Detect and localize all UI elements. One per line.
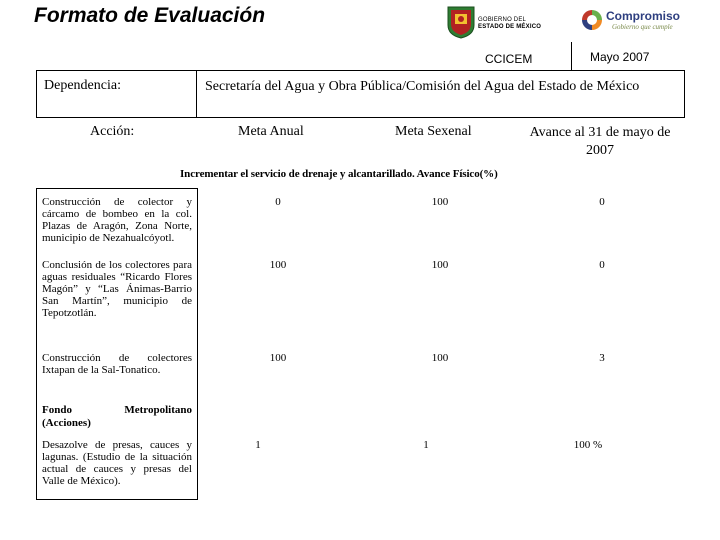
column-avance: Avance al 31 de mayo de 2007	[529, 125, 671, 158]
gobierno-label	[478, 17, 541, 31]
avance-value-3: 3	[599, 352, 605, 364]
meta-sexenal-value-2: 100	[431, 259, 449, 271]
action-description-2: Conclusión de los colectores para aguas residuales “Ricardo Flores Magón” y “Las Ánimas-Barrio San Martín”, municipio de Tepotzotlán.	[42, 259, 192, 319]
fondo-meta-sexenal-value: 1	[423, 439, 429, 451]
meta-anual-value-3: 100	[269, 352, 287, 364]
ccicem-label: CCICEM	[485, 52, 533, 66]
gobierno-line-1: GOBIERNO DEL	[478, 17, 527, 23]
date-label: Mayo 2007	[590, 50, 650, 64]
estado-de-mexico-shield-icon	[446, 5, 476, 39]
dependencia-label: Dependencia:	[44, 78, 121, 93]
avance-value-1: 0	[599, 196, 605, 208]
page-title: Formato de Evaluación	[34, 4, 266, 27]
dependencia-value: Secretaría del Agua y Obra Pública/Comisión del Agua del Estado de México	[205, 79, 640, 94]
fondo-description: Desazolve de presas, cauces y lagunas. (Estudio de la situación actual de cauces y presas del Valle de México).	[42, 439, 192, 487]
column-accion: Acción:	[90, 124, 135, 139]
column-meta-sexenal: Meta Sexenal	[395, 124, 472, 139]
fondo-avance-value: 100 %	[573, 439, 603, 451]
section-subtitle: Incrementar el servicio de drenaje y alcantarillado. Avance Físico(%)	[180, 168, 498, 180]
compromiso-name: Compromiso	[606, 9, 681, 23]
meta-anual-value-1: 0	[275, 196, 281, 208]
fondo-label: Fondo Metropolitano (Acciones)	[42, 404, 192, 429]
meta-anual-value-2: 100	[269, 259, 287, 271]
dependencia-divider	[196, 70, 197, 118]
meta-sexenal-value-3: 100	[431, 352, 449, 364]
meta-sexenal-value-1: 100	[431, 196, 449, 208]
column-meta-anual: Meta Anual	[238, 124, 304, 139]
fondo-meta-anual-value: 1	[255, 439, 261, 451]
gobierno-line-2: ESTADO DE MÉXICO	[478, 24, 542, 30]
compromiso-tagline: Gobierno que cumple	[612, 23, 673, 31]
action-description-1: Construcción de colector y cárcamo de bombeo en la col. Plazas de Aragón, Zona Norte, municipio de Nezahualcóyotl.	[42, 196, 192, 244]
header-divider	[571, 42, 572, 70]
avance-value-2: 0	[599, 259, 605, 271]
compromiso-logo-icon	[580, 8, 604, 32]
action-description-3: Construcción de colectores Ixtapan de la Sal-Tonatico.	[42, 352, 192, 376]
